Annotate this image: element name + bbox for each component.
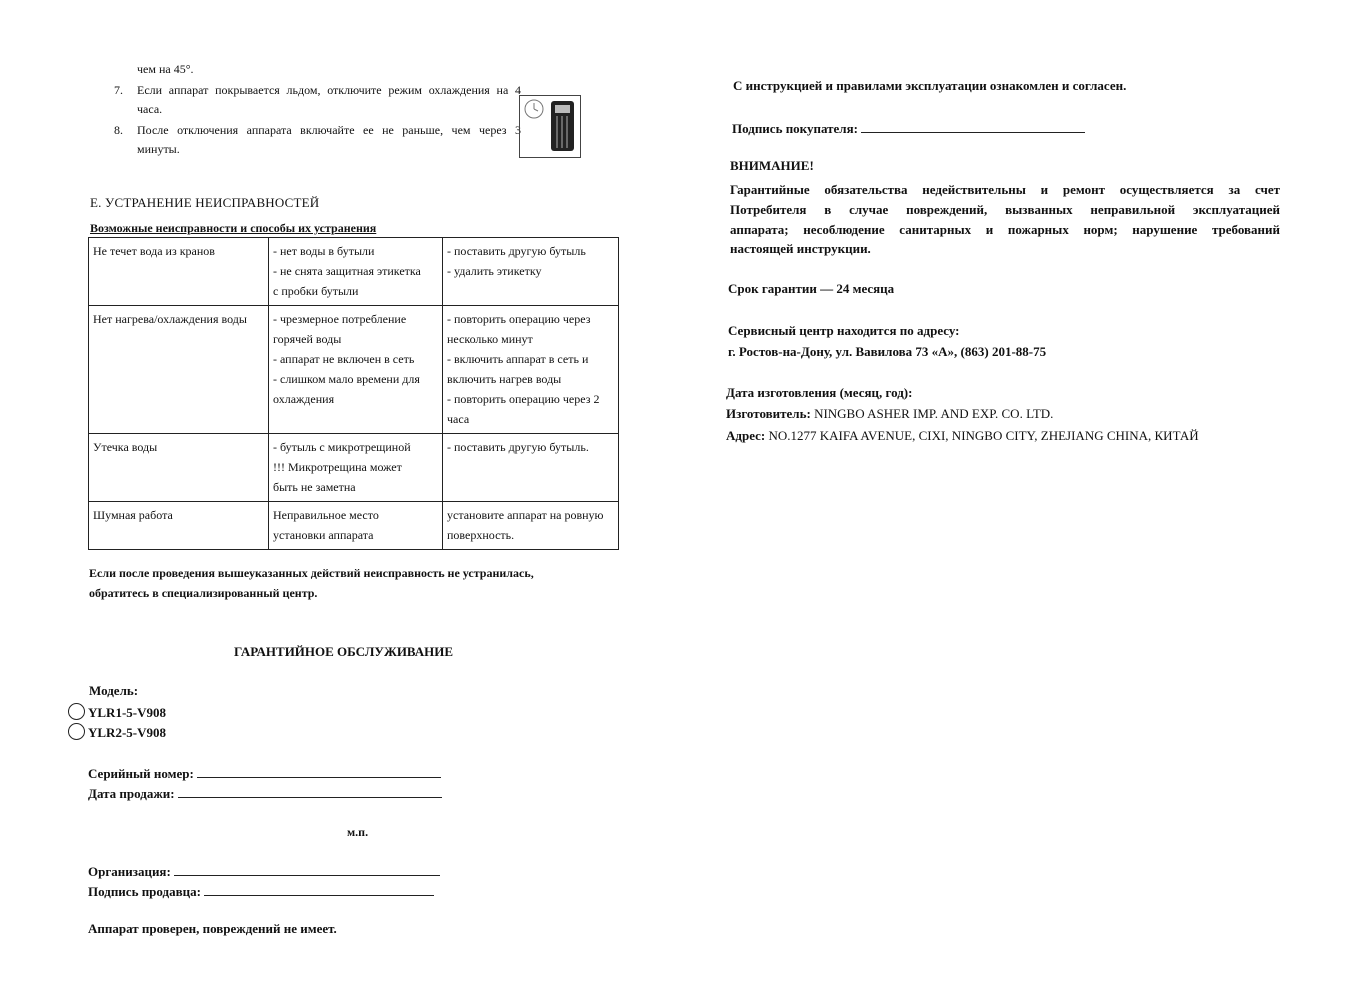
- cause-cell: - бутыль с микротрещиной !!! Микротрещина может быть не заметна: [269, 434, 443, 502]
- model-option-1[interactable]: YLR1-5-V908: [68, 703, 166, 721]
- table-row: [89, 238, 619, 306]
- seller-sign-label: Подпись продавца:: [88, 884, 201, 899]
- list-item-7-line2: часа.: [137, 102, 163, 116]
- maker-value: NINGBO ASHER IMP. AND EXP. CO. LTD.: [814, 406, 1054, 421]
- sale-date-field[interactable]: [88, 783, 442, 802]
- organization-line[interactable]: [174, 861, 440, 876]
- address-line: [726, 428, 1199, 444]
- radio-icon[interactable]: [68, 723, 85, 740]
- list-item-8-line2: минуты.: [137, 142, 180, 156]
- warranty-title: ГАРАНТИЙНОЕ ОБСЛУЖИВАНИЕ: [234, 644, 454, 659]
- fix-cell: - поставить другую бутыль.: [443, 434, 619, 502]
- problem-cell: Нет нагрева/охлаждения воды: [89, 306, 269, 434]
- stamp-label: м.п.: [347, 825, 369, 839]
- table-title: Возможные неисправности и способы их устранения: [90, 221, 377, 235]
- list-continued-text: чем на 45°.: [137, 62, 194, 76]
- cause-cell: Неправильное место установки аппарата: [269, 502, 443, 550]
- attention-line-3: аппарата; несоблюдение санитарных и пожарных норм; нарушение требований: [730, 222, 1280, 237]
- attention-line-2: Потребителя в случае повреждений, вызванных неправильной эксплуатацией: [730, 202, 1280, 217]
- problem-cell: Шумная работа: [89, 502, 269, 550]
- sale-date-line[interactable]: [178, 783, 442, 798]
- checked-text: Аппарат проверен, повреждений не имеет.: [88, 921, 337, 936]
- troubleshooting-table: [88, 237, 619, 550]
- address-value: NO.1277 KAIFA AVENUE, CIXI, NINGBO CITY, ZHEJIANG CHINA, КИТАЙ: [768, 428, 1199, 443]
- lock-timer-icon: [519, 95, 581, 158]
- seller-sign-field[interactable]: [88, 881, 434, 900]
- serial-label: Серийный номер:: [88, 766, 194, 781]
- fix-cell: установите аппарат на ровную поверхность.: [443, 502, 619, 550]
- list-item-7-line1: Если аппарат покрывается льдом, отключите режим охлаждения на 4: [137, 83, 521, 97]
- warranty-term: Срок гарантии — 24 месяца: [728, 281, 895, 296]
- address-label: Адрес:: [726, 428, 766, 443]
- list-item-8-line1: После отключения аппарата включайте ее не раньше, чем через 3: [137, 123, 521, 137]
- after-table-line1: Если после проведения вышеуказанных действий неисправность не устранилась,: [89, 566, 534, 580]
- maker-line: [726, 406, 1053, 422]
- buyer-sign-field[interactable]: [732, 118, 1085, 137]
- table-row: [89, 306, 619, 434]
- organization-label: Организация:: [88, 864, 171, 879]
- attention-line-1: Гарантийные обязательства недействительны и ремонт осуществляется за счет: [730, 182, 1280, 197]
- model-label: Модель:: [89, 683, 139, 698]
- radio-icon[interactable]: [68, 703, 85, 720]
- attention-line-4: настоящей инструкции.: [730, 241, 871, 256]
- sale-date-label: Дата продажи:: [88, 786, 175, 801]
- mfg-date-label: Дата изготовления (месяц, год):: [726, 385, 913, 400]
- service-address: г. Ростов-на-Дону, ул. Вавилова 73 «А», (863) 201-88-75: [728, 344, 1047, 359]
- problem-cell: Не течет вода из кранов: [89, 238, 269, 306]
- serial-field[interactable]: [88, 763, 441, 782]
- list-number: 8.: [114, 123, 123, 137]
- service-label: Сервисный центр находится по адресу:: [728, 323, 960, 338]
- fix-cell: - повторить операцию через несколько минут - включить аппарат в сеть и включить нагрев воды - повторить операцию через 2 часа: [443, 306, 619, 434]
- list-number: 7.: [114, 83, 123, 97]
- serial-line[interactable]: [197, 763, 441, 778]
- agree-text: С инструкцией и правилами эксплуатации ознакомлен и согласен.: [733, 78, 1127, 93]
- attention-title: ВНИМАНИЕ!: [730, 158, 814, 173]
- maker-label: Изготовитель:: [726, 406, 811, 421]
- after-table-line2: обратитесь в специализированный центр.: [89, 586, 318, 600]
- organization-field[interactable]: [88, 861, 440, 880]
- section-title: Е. УСТРАНЕНИЕ НЕИСПРАВНОСТЕЙ: [90, 195, 320, 210]
- table-row: [89, 434, 619, 502]
- cause-cell: - чрезмерное потребление горячей воды - аппарат не включен в сеть - слишком мало времени для охлаждения: [269, 306, 443, 434]
- list-item-8: [114, 120, 123, 140]
- fix-cell: - поставить другую бутыль - удалить этикетку: [443, 238, 619, 306]
- table-row: [89, 502, 619, 550]
- seller-sign-line[interactable]: [204, 881, 434, 896]
- list-item-7: [114, 80, 123, 100]
- cause-cell: - нет воды в бутыли - не снята защитная этикетка с пробки бутыли: [269, 238, 443, 306]
- problem-cell: Утечка воды: [89, 434, 269, 502]
- buyer-sign-line[interactable]: [861, 118, 1085, 133]
- buyer-sign-label: Подпись покупателя:: [732, 121, 858, 136]
- model-option-2[interactable]: YLR2-5-V908: [68, 723, 166, 741]
